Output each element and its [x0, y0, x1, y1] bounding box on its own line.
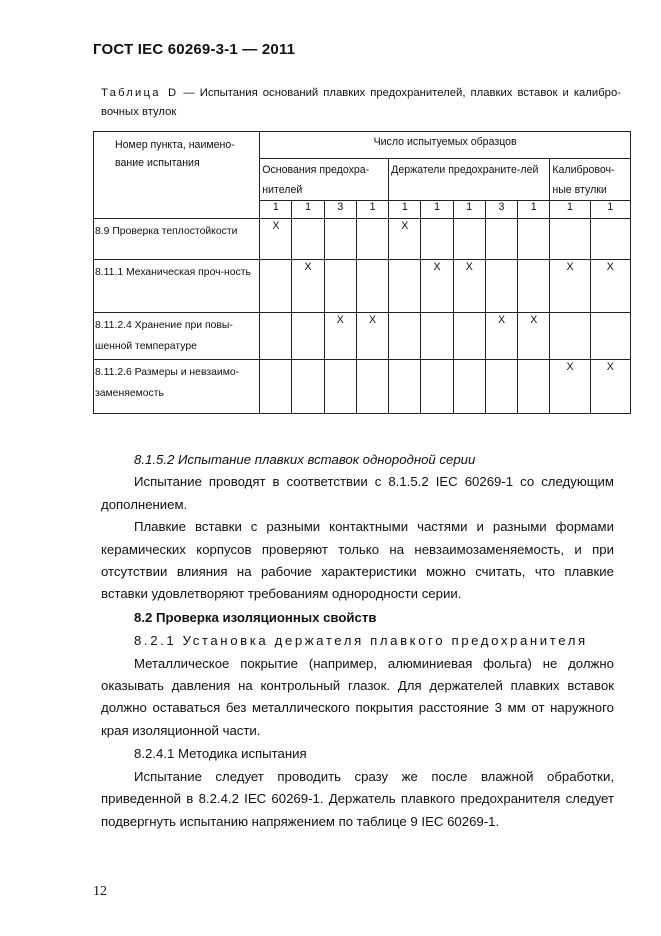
paragraph: Испытание следует проводить сразу же после влажной обработки, приведенной в 8.2.4.2 IEC 60269-1. Держатель плавкого предохранителя следует подвергнуть испытанию напряжением по таблице 9 IEC 60269-1.	[101, 768, 614, 829]
mark-cell	[356, 218, 388, 259]
test-name-cell: 8.9 Проверка теплостойкости	[94, 218, 260, 259]
document-header: ГОСТ IEC 60269-3-1 — 2011	[93, 41, 296, 58]
test-name-cell: 8.11.2.4 Хранение при повы-шенной температуре	[94, 313, 260, 359]
subsection-heading-8-2-1: 8.2.1 Установка держателя плавкого предохранителя	[134, 633, 588, 649]
mark-cell	[389, 259, 421, 312]
sample-count-cell: 1	[518, 201, 550, 218]
mark-cell: X	[324, 313, 356, 359]
mark-cell	[356, 259, 388, 312]
sample-count-cell: 1	[292, 201, 324, 218]
mark-cell	[389, 313, 421, 359]
mark-cell: X	[590, 259, 630, 312]
mark-cell	[324, 359, 356, 413]
mark-cell	[421, 359, 453, 413]
table-caption-text: — Испытания оснований плавких предохранителей, плавких вставок и калибро-вочных втулок	[101, 87, 622, 118]
table-caption-label: Таблица D	[101, 87, 179, 99]
section-heading-8-2: 8.2 Проверка изоляционных свойств	[134, 609, 377, 625]
sample-count-cell: 1	[453, 201, 485, 218]
mark-cell	[389, 359, 421, 413]
mark-cell: X	[421, 259, 453, 312]
mark-cell	[356, 359, 388, 413]
sample-count-cell: 1	[590, 201, 630, 218]
test-table	[93, 131, 631, 414]
subsection-heading-8-2-4-1: 8.2.4.1 Методика испытания	[134, 746, 307, 762]
mark-cell: X	[292, 259, 324, 312]
paragraph: Металлическое покрытие (например, алюминиевая фольга) не должно оказывать давления на контрольный глазок. Для держателей плавких вставок должно оставаться без металлического покрытия расстояние 3 мм от наружного края изоляционной части.	[101, 655, 614, 738]
mark-cell	[550, 218, 590, 259]
mark-cell	[485, 218, 517, 259]
table-caption	[101, 84, 621, 122]
page-number: 12	[93, 884, 107, 899]
paragraph: Испытание проводят в соответствии с 8.1.5.2 IEC 60269-1 со следующим дополнением.	[101, 474, 614, 512]
mark-cell	[485, 259, 517, 312]
body-text	[101, 449, 614, 833]
mark-cell	[292, 313, 324, 359]
mark-cell	[590, 313, 630, 359]
group-header-bases: Основания предохра-нителей	[260, 159, 389, 201]
mark-cell	[518, 259, 550, 312]
mark-cell	[518, 218, 550, 259]
mark-cell	[590, 218, 630, 259]
test-name-cell: 8.11.1 Механическая проч-ность	[94, 259, 260, 312]
paragraph: Плавкие вставки с разными контактными частями и разными формами керамических корпусов проверяют только на невзаимозаменяемость, и при отсутствии влияния на рабочие характеристики можно считать, что плавкие вставки удовлетворяют требованиям однородности серии.	[101, 519, 614, 602]
table-row	[94, 259, 631, 312]
mark-cell: X	[550, 359, 590, 413]
group-header-gauge-sleeves: Калибровоч-ные втулки	[550, 159, 631, 201]
mark-cell	[324, 218, 356, 259]
mark-cell: X	[389, 218, 421, 259]
table-row	[94, 218, 631, 259]
table-row	[94, 359, 631, 413]
mark-cell	[421, 218, 453, 259]
mark-cell	[324, 259, 356, 312]
subsection-heading-8-1-5-2: 8.1.5.2 Испытание плавких вставок однородной серии	[134, 452, 476, 467]
group-header-holders: Держатели предохраните-лей	[389, 159, 550, 201]
mark-cell	[453, 359, 485, 413]
mark-cell: X	[453, 259, 485, 312]
mark-cell	[453, 313, 485, 359]
mark-cell	[453, 218, 485, 259]
mark-cell	[292, 218, 324, 259]
mark-cell	[260, 259, 292, 312]
mark-cell	[292, 359, 324, 413]
sample-count-cell: 1	[260, 201, 292, 218]
column-header-sample-count: Число испытуемых образцов	[260, 132, 631, 159]
column-header-test-name: Номер пункта, наимено-вание испытания	[94, 132, 260, 219]
mark-cell: X	[356, 313, 388, 359]
mark-cell	[260, 359, 292, 413]
mark-cell: X	[485, 313, 517, 359]
mark-cell	[485, 359, 517, 413]
test-name-cell: 8.11.2.6 Размеры и невзаимо-заменяемость	[94, 359, 260, 413]
mark-cell: X	[550, 259, 590, 312]
mark-cell	[260, 313, 292, 359]
sample-count-cell: 1	[550, 201, 590, 218]
table-row	[94, 313, 631, 359]
mark-cell: X	[518, 313, 550, 359]
mark-cell	[518, 359, 550, 413]
mark-cell	[421, 313, 453, 359]
mark-cell	[550, 313, 590, 359]
mark-cell: X	[590, 359, 630, 413]
sample-count-cell: 1	[356, 201, 388, 218]
sample-count-cell: 3	[324, 201, 356, 218]
mark-cell: X	[260, 218, 292, 259]
sample-count-cell: 3	[485, 201, 517, 218]
sample-count-cell: 1	[421, 201, 453, 218]
sample-count-cell: 1	[389, 201, 421, 218]
